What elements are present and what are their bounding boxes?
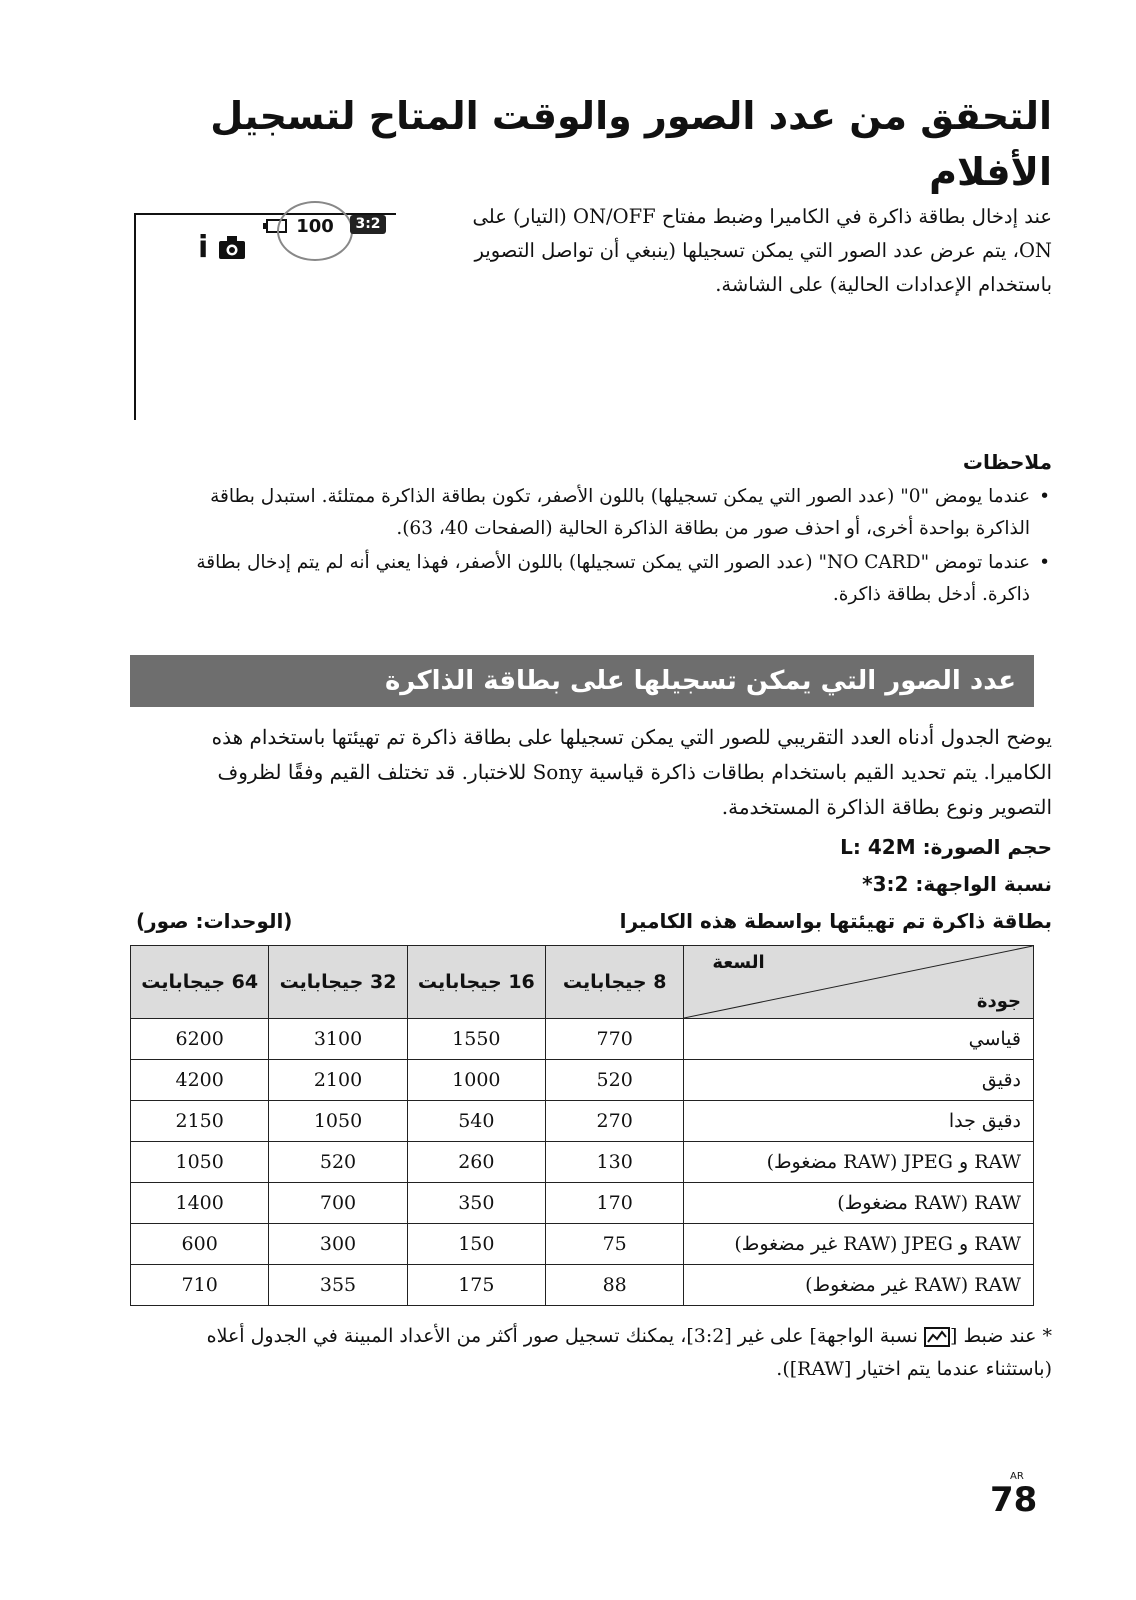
quality-cell: RAW (RAW مضغوط) <box>684 1183 1034 1224</box>
language-tag: AR <box>1010 1471 1024 1482</box>
capacity-label: السعة <box>712 952 765 973</box>
value-cell: 1000 <box>407 1060 545 1101</box>
page-title: التحقق من عدد الصور والوقت المتاح لتسجيل الأفلام <box>210 94 1052 194</box>
column-header: 64 جيجابايت <box>131 946 269 1019</box>
aspect-ratio-badge: 3:2 <box>350 215 386 234</box>
value-cell: 350 <box>407 1183 545 1224</box>
footnote <box>152 1320 1052 1386</box>
notes-list <box>172 481 1052 613</box>
notes-heading: ملاحظات <box>962 450 1052 474</box>
value-cell: 130 <box>546 1142 684 1183</box>
value-cell: 270 <box>546 1101 684 1142</box>
table-row <box>131 1101 1034 1142</box>
table-row <box>131 1019 1034 1060</box>
footnote-lead: * عند ضبط [ <box>950 1325 1052 1347</box>
value-cell: 75 <box>546 1224 684 1265</box>
value-cell: 770 <box>546 1019 684 1060</box>
value-cell: 2150 <box>131 1101 269 1142</box>
quality-label: جودة <box>976 991 1021 1012</box>
units-label: (الوحدات: صور) <box>136 909 293 933</box>
value-cell: 520 <box>269 1142 407 1183</box>
note-item: • عندما تومض "NO CARD" (عدد الصور التي يمكن تسجيلها) باللون الأصفر، فهذا يعني أنه لم يتم إدخال بطاقة ذاكرة. أدخل بطاقة ذاكرة. <box>172 547 1052 611</box>
capacity-table-wrapper <box>130 945 1034 1306</box>
aspect-ratio-spec: نسبة الواجهة: 3:2* <box>862 872 1052 896</box>
capacity-table <box>130 945 1034 1306</box>
quality-cell: دقيق جدا <box>684 1101 1034 1142</box>
value-cell: 175 <box>407 1265 545 1306</box>
value-cell: 355 <box>269 1265 407 1306</box>
value-cell: 520 <box>546 1060 684 1101</box>
value-cell: 1400 <box>131 1183 269 1224</box>
table-header-row <box>131 946 1034 1019</box>
table-corner-cell <box>684 946 1034 1019</box>
table-row <box>131 1265 1034 1306</box>
card-note: بطاقة ذاكرة تم تهيئتها بواسطة هذه الكاميرا <box>619 909 1052 933</box>
section-body: يوضح الجدول أدناه العدد التقريبي للصور التي يمكن تسجيلها على بطاقة ذاكرة تم تهيئتها باستخدام هذه الكاميرا. يتم تحديد القيم باستخدام بطاقات ذاكرة قياسية Sony للاختبار. قد تختلف القيم وفقًا لظروف التصوير ونوع بطاقة الذاكرة المستخدمة. <box>211 725 1052 819</box>
table-row <box>131 1060 1034 1101</box>
shots-remaining-circle <box>277 201 353 261</box>
shots-remaining: 100 <box>296 216 334 237</box>
value-cell: 88 <box>546 1265 684 1306</box>
value-cell: 1550 <box>407 1019 545 1060</box>
aspect-ratio-icon <box>924 1327 950 1347</box>
section-title: عدد الصور التي يمكن تسجيلها على بطاقة الذاكرة <box>384 666 1016 696</box>
value-cell: 150 <box>407 1224 545 1265</box>
column-header: 32 جيجابايت <box>269 946 407 1019</box>
value-cell: 1050 <box>269 1101 407 1142</box>
value-cell: 600 <box>131 1224 269 1265</box>
quality-cell: RAW و JPEG (RAW غير مضغوط) <box>684 1224 1034 1265</box>
mode-label: i <box>198 230 209 265</box>
table-row <box>131 1142 1034 1183</box>
quality-cell: قياسي <box>684 1019 1034 1060</box>
value-cell: 170 <box>546 1183 684 1224</box>
value-cell: 540 <box>407 1101 545 1142</box>
camera-icon <box>218 233 246 261</box>
quality-cell: RAW و JPEG (RAW مضغوط) <box>684 1142 1034 1183</box>
value-cell: 3100 <box>269 1019 407 1060</box>
page-number: 78 <box>990 1480 1038 1520</box>
value-cell: 1050 <box>131 1142 269 1183</box>
note-item: • عندما يومض "0" (عدد الصور التي يمكن تسجيلها) باللون الأصفر، تكون بطاقة الذاكرة ممتلئة. استبدل بطاقة الذاكرة بواحدة أخرى، أو احذف صور من بطاقة الذاكرة الحالية (الصفحات 40، 63). <box>172 481 1052 545</box>
value-cell: 260 <box>407 1142 545 1183</box>
value-cell: 6200 <box>131 1019 269 1060</box>
intro-paragraph: عند إدخال بطاقة ذاكرة في الكاميرا وضبط مفتاح ON/OFF (التيار) على ON، يتم عرض عدد الصور التي يمكن تسجيلها (ينبغي أن تواصل التصوير باستخدام الإعدادات الحالية) على الشاشة. <box>472 205 1052 296</box>
screen-diagram <box>134 213 406 420</box>
column-header: 16 جيجابايت <box>407 946 545 1019</box>
quality-cell: دقيق <box>684 1060 1034 1101</box>
table-row <box>131 1224 1034 1265</box>
value-cell: 710 <box>131 1265 269 1306</box>
section-header-bar <box>130 655 1034 707</box>
column-header: 8 جيجابايت <box>546 946 684 1019</box>
footnote-rest: نسبة الواجهة] على غير [3:2]، يمكنك تسجيل صور أكثر من الأعداد المبينة في الجدول أعلاه (باستثناء عندما يتم اختيار [RAW]). <box>206 1325 1052 1380</box>
value-cell: 700 <box>269 1183 407 1224</box>
quality-cell: RAW (RAW غير مضغوط) <box>684 1265 1034 1306</box>
value-cell: 300 <box>269 1224 407 1265</box>
value-cell: 4200 <box>131 1060 269 1101</box>
table-row <box>131 1183 1034 1224</box>
value-cell: 2100 <box>269 1060 407 1101</box>
image-size-spec: حجم الصورة: L: 42M <box>840 835 1052 859</box>
screen-left-edge <box>134 213 136 420</box>
